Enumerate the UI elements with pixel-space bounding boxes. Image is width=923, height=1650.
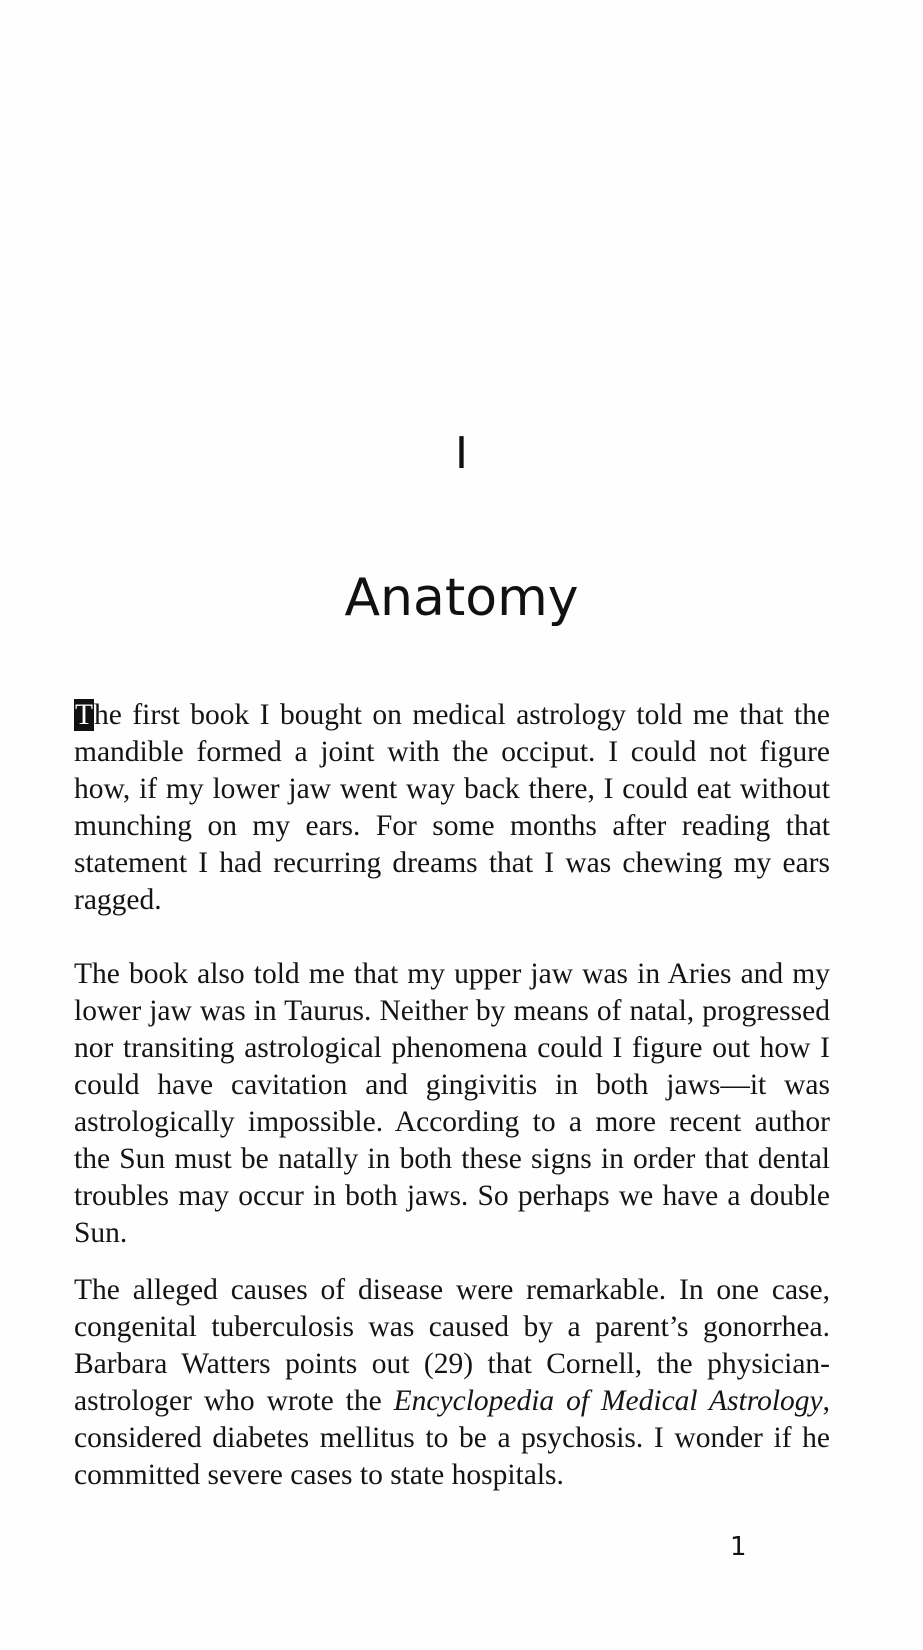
paragraph-1 bbox=[74, 697, 830, 919]
paragraph-3 bbox=[74, 1272, 830, 1494]
chapter-title: Anatomy bbox=[344, 568, 579, 628]
paragraph-2: The book also told me that my upper jaw was in Aries and my lower jaw was in Taurus. Neither by means of natal, progressed nor transiting astrological phenomena could I figure out how I could have cavitation and gingivitis in both jaws—it was astrologically impossible. According to a more recent author the Sun must be natally in both these signs in order that dental troubles may occur in both jaws. So perhaps we have a double Sun. bbox=[74, 958, 830, 1249]
drop-cap-letter: T bbox=[75, 699, 94, 731]
page-number: 1 bbox=[730, 1532, 747, 1562]
paragraph-1-text: he first book I bought on medical astrology told me that the mandible formed a joint with the occiput. I could not figure how, if my lower jaw went way back there, I could eat without munching on my ears. For some months after reading that statement I had recurring dreams that I was chewing my ears ragged. bbox=[74, 699, 830, 916]
paragraph-3-text-before: The alleged causes of disease were remarkable. In one case, congenital tuberculosis was caused by a parent’s gonorrhea. Barbara Watters points out (29) that Cornell, the physician-astrologer who wrote the bbox=[74, 1274, 830, 1417]
paragraph-3-text-after: , considered diabetes mellitus to be a psychosis. I wonder if he committed severe cases to state hospitals. bbox=[74, 1385, 830, 1491]
chapter-body bbox=[74, 697, 830, 1494]
chapter-number: I bbox=[455, 428, 468, 479]
book-title-italic: Encyclopedia of Medical Astrology bbox=[393, 1385, 823, 1417]
